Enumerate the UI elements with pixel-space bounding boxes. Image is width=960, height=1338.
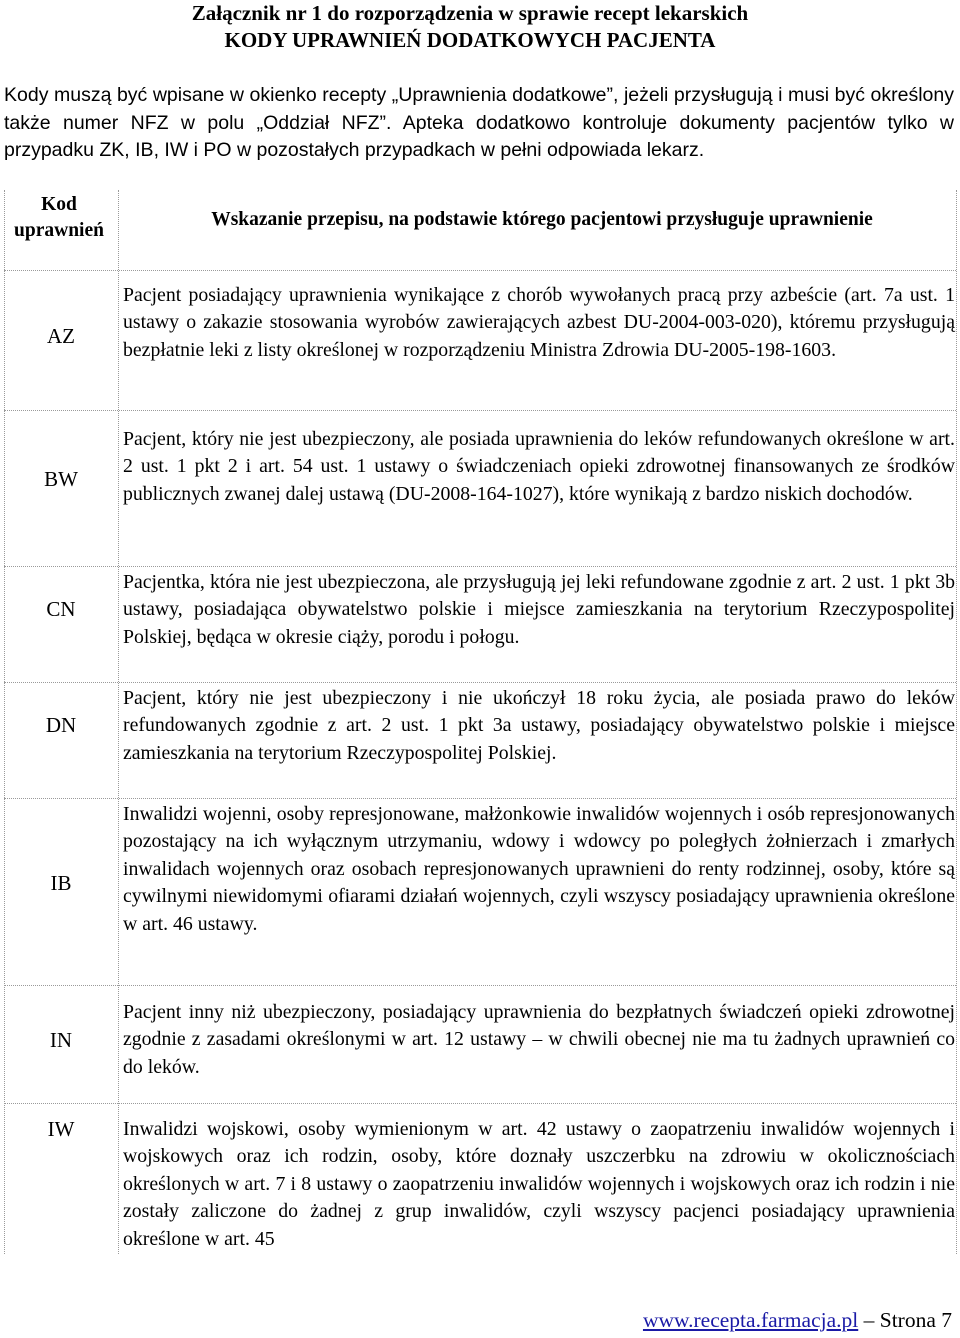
footer-separator: – <box>863 1308 875 1332</box>
table-row-divider <box>4 682 956 683</box>
footer-website-link[interactable]: www.recepta.farmacja.pl <box>642 1308 859 1332</box>
table-row-divider <box>4 798 956 799</box>
column-header-code <box>4 192 114 244</box>
column-header-code-line2: uprawnień <box>14 220 104 241</box>
row-code-iw: IW <box>47 1117 75 1141</box>
table-row-divider <box>4 1103 956 1104</box>
table-row-divider <box>4 410 956 411</box>
document-title: Załącznik nr 1 do rozporządzenia w sprawie recept lekarskich <box>191 1 749 25</box>
row-code-az: AZ <box>47 324 75 348</box>
table-column-divider <box>118 190 119 1254</box>
row-description-bw: Pacjent, który nie jest ubezpieczony, ale posiada uprawnienia do leków refundowanych określone w art. 2 ust. 1 pkt 2 i art. 54 ust. 1 ustawy o świadczeniach opieki zdrowotnej finansowanych ze środków publicznych zwanej dalej ustawą (DU-2008-164-1027), które wynikają z bardzo niskich dochodów. <box>123 428 955 505</box>
table-row-divider <box>4 566 956 567</box>
row-description-dn: Pacjent, który nie jest ubezpieczony i nie ukończył 18 roku życia, ale posiada prawo do leków refundowanych zgodnie z art. 2 ust. 1 pkt 3a ustawy, posiadający obywatelstwo polskie i miejsce zamieszkania na terytorium Rzeczypospolitej Polskiej. <box>123 687 955 764</box>
row-description-cn: Pacjentka, która nie jest ubezpieczona, ale przysługują jej leki refundowane zgodnie z art. 2 ust. 1 pkt 3b ustawy, posiadająca obywatelstwo polskie i miejsce zamieszkania na terytorium Rzeczypospolitej Polskiej, będąca w okresie ciąży, porodu i połogu. <box>123 571 955 648</box>
row-description-iw: Inwalidzi wojskowi, osoby wymienionym w art. 42 ustawy o zaopatrzeniu inwalidów wojennych i wojskowych oraz ich rodzin, osoby, które doznały uszczerbku na zdrowiu w okolicznościach określonych w art. 7 i 8 ustawy o zaopatrzeniu inwalidów wojennych i wojskowych oraz ich rodzin i nie zostały zaliczone do żadnej z grup inwalidów, czyli wszyscy pacjenci posiadający uprawnienia określone w art. 45 <box>123 1118 955 1250</box>
row-code-dn: DN <box>45 713 77 737</box>
page-footer <box>643 1308 952 1333</box>
column-header-description: Wskazanie przepisu, na podstawie którego pacjentowi przysługuje uprawnienie <box>211 209 873 230</box>
column-header-code-line1: Kod <box>41 194 77 215</box>
table-border-right <box>956 190 957 1254</box>
table-row-divider <box>4 270 956 271</box>
intro-paragraph: Kody muszą być wpisane w okienko recepty „Uprawnienia dodatkowe”, jeżeli przysługują i musi być określony także numer NFZ w polu „Oddział NFZ”. Apteka dodatkowo kontroluje dokumenty pacjentów tylko w przypadku ZK, IB, IW i PO w pozostałych przypadkach w pełni odpowiada lekarz. <box>4 84 954 161</box>
row-description-ib: Inwalidzi wojenni, osoby represjonowane, małżonkowie inwalidów wojennych i osób represjonowanych pozostający na ich wyłącznym utrzymaniu, wdowy i wdowcy po poległych żołnierzach i zmarłych inwalidach wojennych oraz osobach represjonowanych uprawnieni do renty rodzinnej, osoby, które są cywilnymi niewidomymi ofiarami działań wojennych, czyli wszyscy posiadający uprawnienia określone w art. 46 ustawy. <box>123 803 955 935</box>
row-code-bw: BW <box>44 467 78 491</box>
row-code-in: IN <box>49 1028 73 1052</box>
row-description-az: Pacjent posiadający uprawnienia wynikające z chorób wywołanych pracą przy azbeście (art. 7a ust. 1 ustawy o zakazie stosowania wyrobów zawierających azbest DU-2004-003-020), któremu przysługują bezpłatnie leki z listy określonej w rozporządzeniu Ministra Zdrowia DU-2005-198-1603. <box>123 284 955 361</box>
document-subtitle: KODY UPRAWNIEŃ DODATKOWYCH PACJENTA <box>224 28 716 52</box>
row-code-cn: CN <box>46 597 76 621</box>
footer-page-number: Strona 7 <box>879 1308 952 1332</box>
row-description-in: Pacjent inny niż ubezpieczony, posiadający uprawnienia do bezpłatnych świadczeń opieki zdrowotnej zgodnie z zasadami określonymi w art. 12 ustawy – w chwili obecnej nie ma tu żadnych uprawnień co do leków. <box>123 1001 955 1078</box>
row-code-ib: IB <box>50 871 72 895</box>
table-row-divider <box>4 985 956 986</box>
